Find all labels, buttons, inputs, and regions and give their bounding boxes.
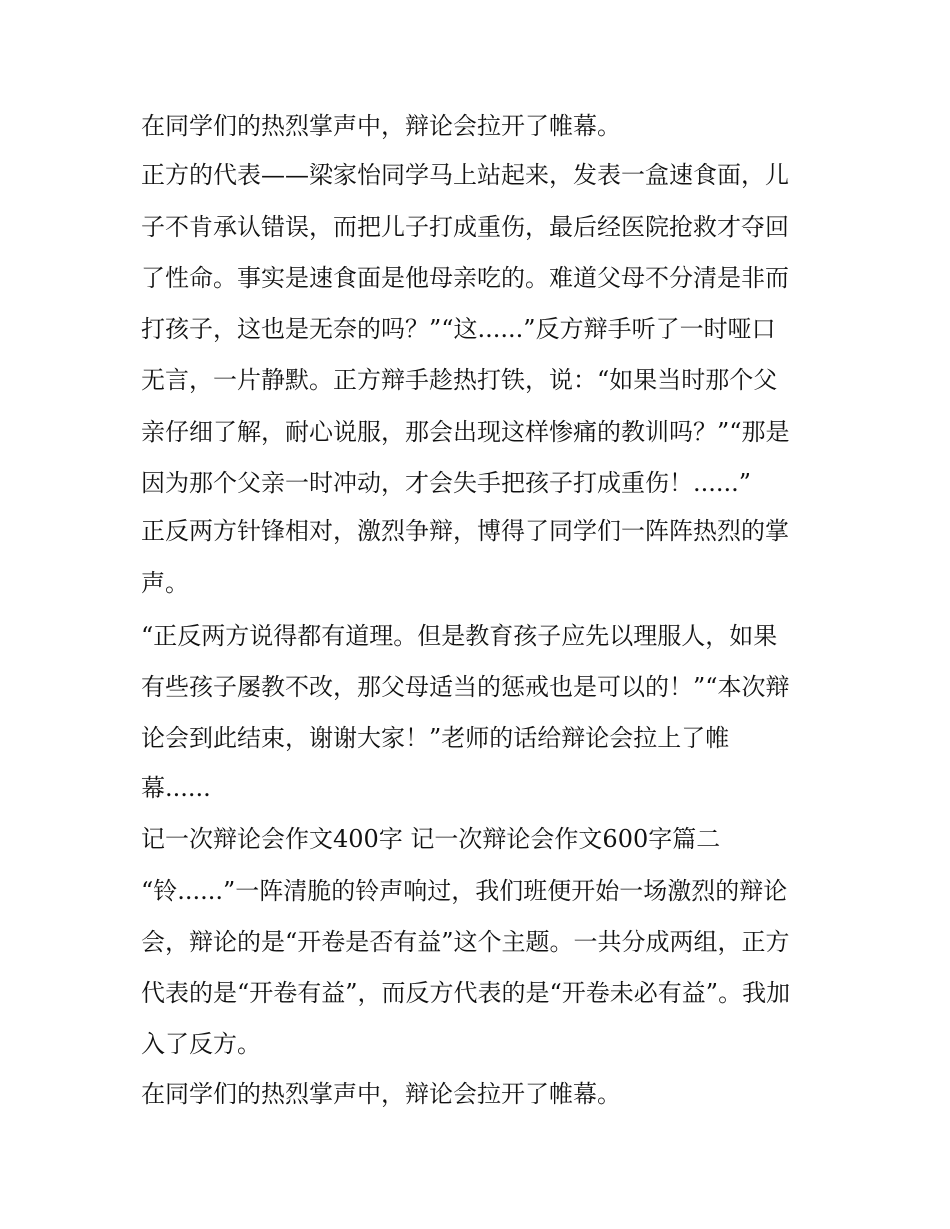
text-line: 在同学们的热烈掌声中，辩论会拉开了帷幕。 (141, 1080, 621, 1108)
text-line: 入了反方。 (141, 1030, 261, 1058)
text-line: 会，辩论的是“开卷是否有益”这个主题。一共分成两组，正方 (141, 928, 790, 956)
text-line: 幕...... (141, 774, 211, 802)
text-line: 在同学们的热烈掌声中，辩论会拉开了帷幕。 (141, 112, 621, 140)
text-line: 有些孩子屡教不改，那父母适当的惩戒也是可以的！”“本次辩 (141, 673, 790, 701)
text-line: 论会到此结束，谢谢大家！”老师的话给辩论会拉上了帷 (141, 724, 730, 752)
text-line: 因为那个父亲一时冲动，才会失手把孩子打成重伤！......” (141, 469, 752, 497)
text-line: “铃......”一阵清脆的铃声响过，我们班便开始一场激烈的辩论 (141, 877, 788, 905)
text-line: 正反两方针锋相对，激烈争辩，博得了同学们一阵阵热烈的掌 (141, 517, 789, 545)
text-line: 代表的是“开卷有益”，而反方代表的是“开卷未必有益”。我加 (141, 979, 791, 1007)
text-line: 打孩子，这也是无奈的吗？”“这......”反方辩手听了一时哑口 (141, 315, 776, 343)
text-line: 了性命。事实是速食面是他母亲吃的。难道父母不分清是非而 (141, 264, 789, 292)
text-line: 无言，一片静默。正方辩手趁热打铁，说：“如果当时那个父 (141, 366, 778, 394)
text-line: 正方的代表——梁家怡同学马上站起来，发表一盒速食面，儿 (141, 161, 789, 189)
text-line: 子不肯承认错误，而把儿子打成重伤，最后经医院抢救才夺回 (141, 213, 789, 241)
text-line: “正反两方说得都有道理。但是教育孩子应先以理服人，如果 (141, 622, 778, 650)
text-line: 声。 (141, 569, 189, 597)
text-line: 亲仔细了解，耐心说服，那会出现这样惨痛的教训吗？”“那是 (141, 418, 790, 446)
section-heading: 记一次辩论会作文400字 记一次辩论会作文600字篇二 (141, 825, 721, 853)
